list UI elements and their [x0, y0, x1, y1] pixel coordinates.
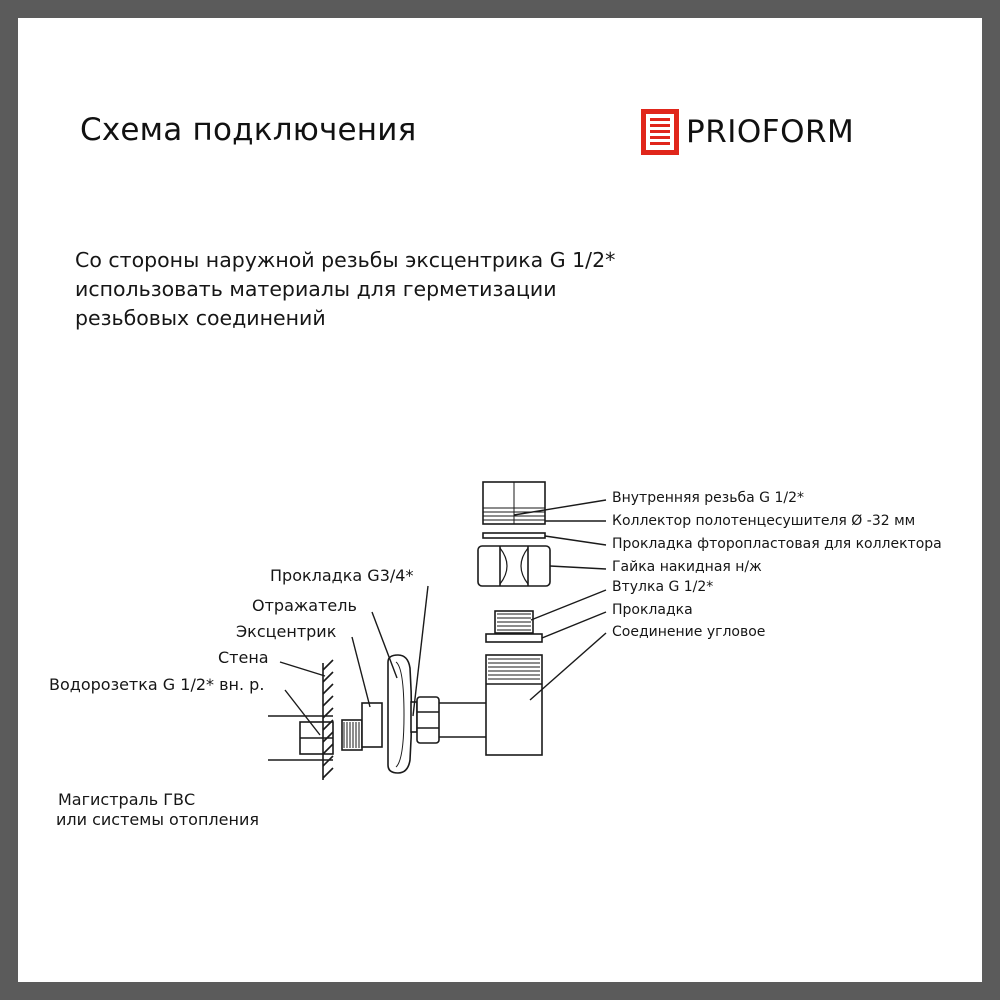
- page-title: Схема подключения: [80, 112, 417, 148]
- ptfe-gasket: [483, 533, 545, 538]
- brand-name: PRIOFORM: [686, 114, 855, 150]
- label-gasket: Прокладка: [612, 602, 693, 618]
- note-line: Со стороны наружной резьбы эксцентрика G 1/2*: [75, 248, 616, 272]
- gasket-top: [486, 634, 542, 642]
- label-collector: Коллектор полотенцесушителя Ø -32 мм: [612, 513, 916, 529]
- union-nut-left: [417, 697, 439, 743]
- label-wall: Стена: [218, 648, 269, 667]
- label-reflector: Отражатель: [252, 596, 357, 615]
- label-water-outlet: Водорозетка G 1/2* вн. р.: [49, 675, 265, 694]
- label-union-nut: Гайка накидная н/ж: [612, 559, 762, 575]
- label-main-line: [58, 790, 259, 830]
- label-eccentric: Эксцентрик: [236, 622, 337, 641]
- bushing: [495, 611, 533, 633]
- note-line: использовать материалы для герметизации: [75, 277, 557, 301]
- collector: [483, 482, 545, 524]
- water-outlet: [268, 716, 333, 760]
- wall: [323, 660, 333, 780]
- main-line-text: Магистраль ГВС: [58, 790, 196, 809]
- label-bushing: Втулка G 1/2*: [612, 579, 714, 595]
- label-gasket-g34: Прокладка G3/4*: [270, 566, 414, 585]
- angle-fitting: [486, 655, 542, 755]
- note-line: резьбовых соединений: [75, 306, 326, 330]
- union-nut-top: [478, 546, 550, 586]
- label-inner-thread: Внутренняя резьба G 1/2*: [612, 490, 804, 506]
- reflector: [388, 655, 412, 773]
- label-angle-fitting: Соединение угловое: [612, 624, 766, 640]
- eccentric: [342, 703, 382, 750]
- main-line-text: или системы отопления: [56, 810, 259, 829]
- label-ptfe-gasket: Прокладка фторопластовая для коллектора: [612, 536, 942, 552]
